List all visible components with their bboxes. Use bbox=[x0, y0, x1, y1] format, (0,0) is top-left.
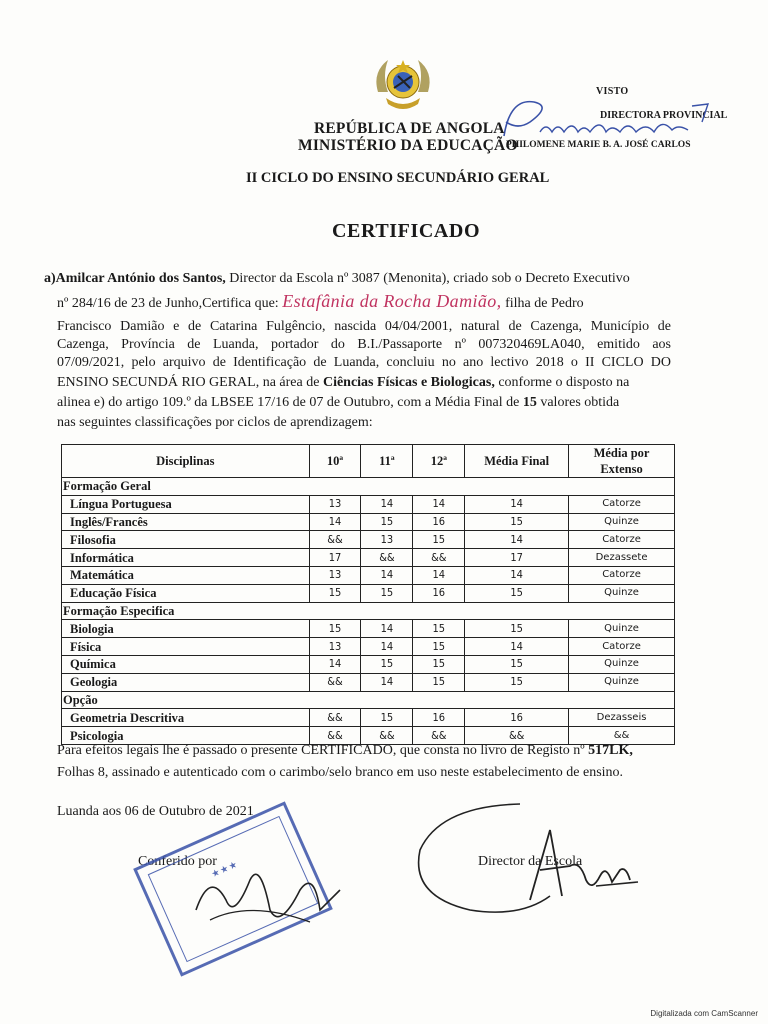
final-average-cell: 15 bbox=[465, 584, 569, 602]
grade-12-cell: 15 bbox=[413, 620, 465, 638]
average-words-cell: Catorze bbox=[569, 566, 675, 584]
subject-cell: Matemática bbox=[62, 566, 310, 584]
table-row bbox=[62, 566, 675, 584]
column-header: 12ª bbox=[413, 445, 465, 478]
directora-name: PHILOMENE MARIE B. A. JOSÉ CARLOS bbox=[506, 140, 691, 150]
republic-heading: REPÚBLICA DE ANGOLA bbox=[314, 120, 505, 137]
body-line-2 bbox=[57, 292, 584, 313]
table-row bbox=[62, 584, 675, 602]
stamp-text: ★ ★ ★ bbox=[210, 859, 238, 879]
final-average-cell: 14 bbox=[465, 495, 569, 513]
grade-10-cell: && bbox=[309, 673, 361, 691]
section-blank-cell bbox=[309, 478, 674, 496]
body-line-2-start: nº 284/16 de 23 de Junho,Certifica que: bbox=[57, 296, 279, 311]
grade-10-cell: && bbox=[309, 727, 361, 745]
final-average-cell: 14 bbox=[465, 566, 569, 584]
body-line-7 bbox=[57, 394, 619, 412]
average-words-cell: Dezasseis bbox=[569, 709, 675, 727]
body-line-6-end: conforme o disposto na bbox=[498, 375, 630, 390]
grades-table bbox=[61, 444, 675, 745]
subject-cell: Filosofia bbox=[62, 531, 310, 549]
grade-11-cell: 15 bbox=[361, 655, 413, 673]
closing-line-1-text: Para efeitos legais lhe é passado o presente CERTIFICADO, que consta no livro de Registo nº bbox=[57, 743, 585, 758]
grade-10-cell: 15 bbox=[309, 584, 361, 602]
column-header: Média Final bbox=[465, 445, 569, 478]
subject-cell: Física bbox=[62, 638, 310, 656]
body-line-2-end: filha de Pedro bbox=[505, 296, 584, 311]
cycle-heading: II CICLO DO ENSINO SECUNDÁRIO GERAL bbox=[246, 170, 550, 186]
column-header: 10ª bbox=[309, 445, 361, 478]
grades-table-body bbox=[62, 478, 675, 745]
grade-11-cell: 14 bbox=[361, 638, 413, 656]
grade-10-cell: 14 bbox=[309, 655, 361, 673]
table-row bbox=[62, 620, 675, 638]
table-row bbox=[62, 709, 675, 727]
conferido-signature-icon bbox=[190, 850, 350, 940]
grade-10-cell: 14 bbox=[309, 513, 361, 531]
subject-cell: Geologia bbox=[62, 673, 310, 691]
grade-11-cell: 14 bbox=[361, 673, 413, 691]
final-average-cell: 17 bbox=[465, 549, 569, 567]
grade-12-cell: 16 bbox=[413, 709, 465, 727]
grade-12-cell: 15 bbox=[413, 673, 465, 691]
grade-12-cell: && bbox=[413, 727, 465, 745]
body-line-5: 07/09/2021, pelo arquivo de Identificação de Luanda, concluiu no ano lectivo 2018 o II CICLO DO bbox=[57, 355, 671, 370]
table-row bbox=[62, 655, 675, 673]
closing-line-2: Folhas 8, assinado e autenticado com o carimbo/selo branco em uso neste estabelecimento de ensino. bbox=[57, 765, 624, 780]
section-title: Opção bbox=[62, 691, 310, 709]
school-director-name: a)Amilcar António dos Santos, bbox=[44, 271, 226, 286]
grade-12-cell: 14 bbox=[413, 566, 465, 584]
body-line-1 bbox=[44, 270, 630, 288]
body-line-6 bbox=[57, 374, 629, 392]
closing-line-1 bbox=[57, 743, 689, 759]
table-row bbox=[62, 495, 675, 513]
average-words-cell: Catorze bbox=[569, 495, 675, 513]
final-average-cell: && bbox=[465, 727, 569, 745]
final-average-cell: 16 bbox=[465, 709, 569, 727]
table-header-row bbox=[62, 445, 675, 478]
grade-11-cell: && bbox=[361, 727, 413, 745]
grade-11-cell: 14 bbox=[361, 495, 413, 513]
subject-cell: Psicologia bbox=[62, 727, 310, 745]
grade-11-cell: 14 bbox=[361, 620, 413, 638]
body-line-3: Francisco Damião e de Catarina Fulgêncio, nascida 04/04/2001, natural de Cazenga, Município de bbox=[57, 319, 671, 334]
body-line-1-text: Director da Escola nº 3087 (Menonita), criado sob o Decreto Executivo bbox=[229, 271, 630, 286]
grade-10-cell: && bbox=[309, 531, 361, 549]
date-line: Luanda aos 06 de Outubro de 2021 bbox=[57, 804, 254, 819]
grade-10-cell: 15 bbox=[309, 620, 361, 638]
subject-cell: Inglês/Francês bbox=[62, 513, 310, 531]
subject-cell: Informática bbox=[62, 549, 310, 567]
grade-10-cell: 13 bbox=[309, 566, 361, 584]
certificate-title: CERTIFICADO bbox=[332, 220, 481, 242]
section-title: Formação Especifica bbox=[62, 602, 310, 620]
table-section-row bbox=[62, 602, 675, 620]
final-average-cell: 14 bbox=[465, 531, 569, 549]
subject-cell: Língua Portuguesa bbox=[62, 495, 310, 513]
director-signature-icon bbox=[400, 800, 660, 920]
scanner-watermark: Digitalizada com CamScanner bbox=[650, 1009, 758, 1018]
final-average-cell: 14 bbox=[465, 638, 569, 656]
grade-12-cell: 15 bbox=[413, 655, 465, 673]
visto-label: VISTO bbox=[596, 86, 629, 97]
grade-12-cell: 16 bbox=[413, 584, 465, 602]
grade-11-cell: 15 bbox=[361, 709, 413, 727]
grade-11-cell: 15 bbox=[361, 513, 413, 531]
average-words-cell: Quinze bbox=[569, 620, 675, 638]
grade-11-cell: 15 bbox=[361, 584, 413, 602]
average-words-cell: Quinze bbox=[569, 584, 675, 602]
grade-12-cell: 15 bbox=[413, 638, 465, 656]
grade-12-cell: 16 bbox=[413, 513, 465, 531]
angola-emblem-icon bbox=[368, 52, 438, 116]
final-average-cell: 15 bbox=[465, 513, 569, 531]
ministry-heading: MINISTÉRIO DA EDUCAÇÃO bbox=[298, 137, 518, 154]
average-words-cell: Quinze bbox=[569, 655, 675, 673]
grade-10-cell: 17 bbox=[309, 549, 361, 567]
school-director-label: Director da Escola bbox=[478, 854, 583, 869]
body-line-4: Cazenga, Província de Luanda, portador do B.I./Passaporte nº 007320469LA040, emitido aos bbox=[57, 337, 671, 352]
table-row bbox=[62, 549, 675, 567]
average-words-cell: Dezassete bbox=[569, 549, 675, 567]
conferido-label: Conferido por bbox=[138, 854, 217, 869]
directora-provincial-label: DIRECTORA PROVINCIAL bbox=[600, 110, 728, 121]
grade-12-cell: && bbox=[413, 549, 465, 567]
subject-cell: Química bbox=[62, 655, 310, 673]
table-row bbox=[62, 513, 675, 531]
average-words-cell: Catorze bbox=[569, 638, 675, 656]
table-section-row bbox=[62, 691, 675, 709]
table-row bbox=[62, 638, 675, 656]
student-name: Estafânia da Rocha Damião, bbox=[282, 291, 502, 311]
table-row bbox=[62, 673, 675, 691]
table-row bbox=[62, 531, 675, 549]
grade-12-cell: 14 bbox=[413, 495, 465, 513]
section-blank-cell bbox=[309, 602, 674, 620]
grade-11-cell: && bbox=[361, 549, 413, 567]
final-average-cell: 15 bbox=[465, 673, 569, 691]
column-header: Disciplinas bbox=[62, 445, 310, 478]
body-line-6-start: ENSINO SECUNDÁ RIO GERAL, na área de bbox=[57, 375, 320, 390]
column-header: 11ª bbox=[361, 445, 413, 478]
subject-cell: Educação Física bbox=[62, 584, 310, 602]
grade-10-cell: && bbox=[309, 709, 361, 727]
study-area: Ciências Físicas e Biologicas, bbox=[322, 375, 495, 390]
registry-number: 517LK, bbox=[588, 743, 633, 758]
final-average-cell: 15 bbox=[465, 655, 569, 673]
grade-11-cell: 13 bbox=[361, 531, 413, 549]
section-title: Formação Geral bbox=[62, 478, 310, 496]
section-blank-cell bbox=[309, 691, 674, 709]
column-header: Média por Extenso bbox=[569, 445, 675, 478]
final-average: 15 bbox=[522, 395, 537, 410]
average-words-cell: Quinze bbox=[569, 513, 675, 531]
average-words-cell: Catorze bbox=[569, 531, 675, 549]
subject-cell: Geometria Descritiva bbox=[62, 709, 310, 727]
grade-10-cell: 13 bbox=[309, 495, 361, 513]
grade-10-cell: 13 bbox=[309, 638, 361, 656]
body-line-7-end: valores obtida bbox=[540, 395, 620, 410]
grade-11-cell: 14 bbox=[361, 566, 413, 584]
table-row bbox=[62, 727, 675, 745]
grade-12-cell: 15 bbox=[413, 531, 465, 549]
body-line-7-start: alinea e) do artigo 109.º da LBSEE 17/16 de 07 de Outubro, com a Média Final de bbox=[57, 395, 520, 410]
average-words-cell: && bbox=[569, 727, 675, 745]
final-average-cell: 15 bbox=[465, 620, 569, 638]
body-line-8: nas seguintes classificações por ciclos de aprendizagem: bbox=[57, 415, 373, 430]
average-words-cell: Quinze bbox=[569, 673, 675, 691]
subject-cell: Biologia bbox=[62, 620, 310, 638]
table-section-row bbox=[62, 478, 675, 496]
